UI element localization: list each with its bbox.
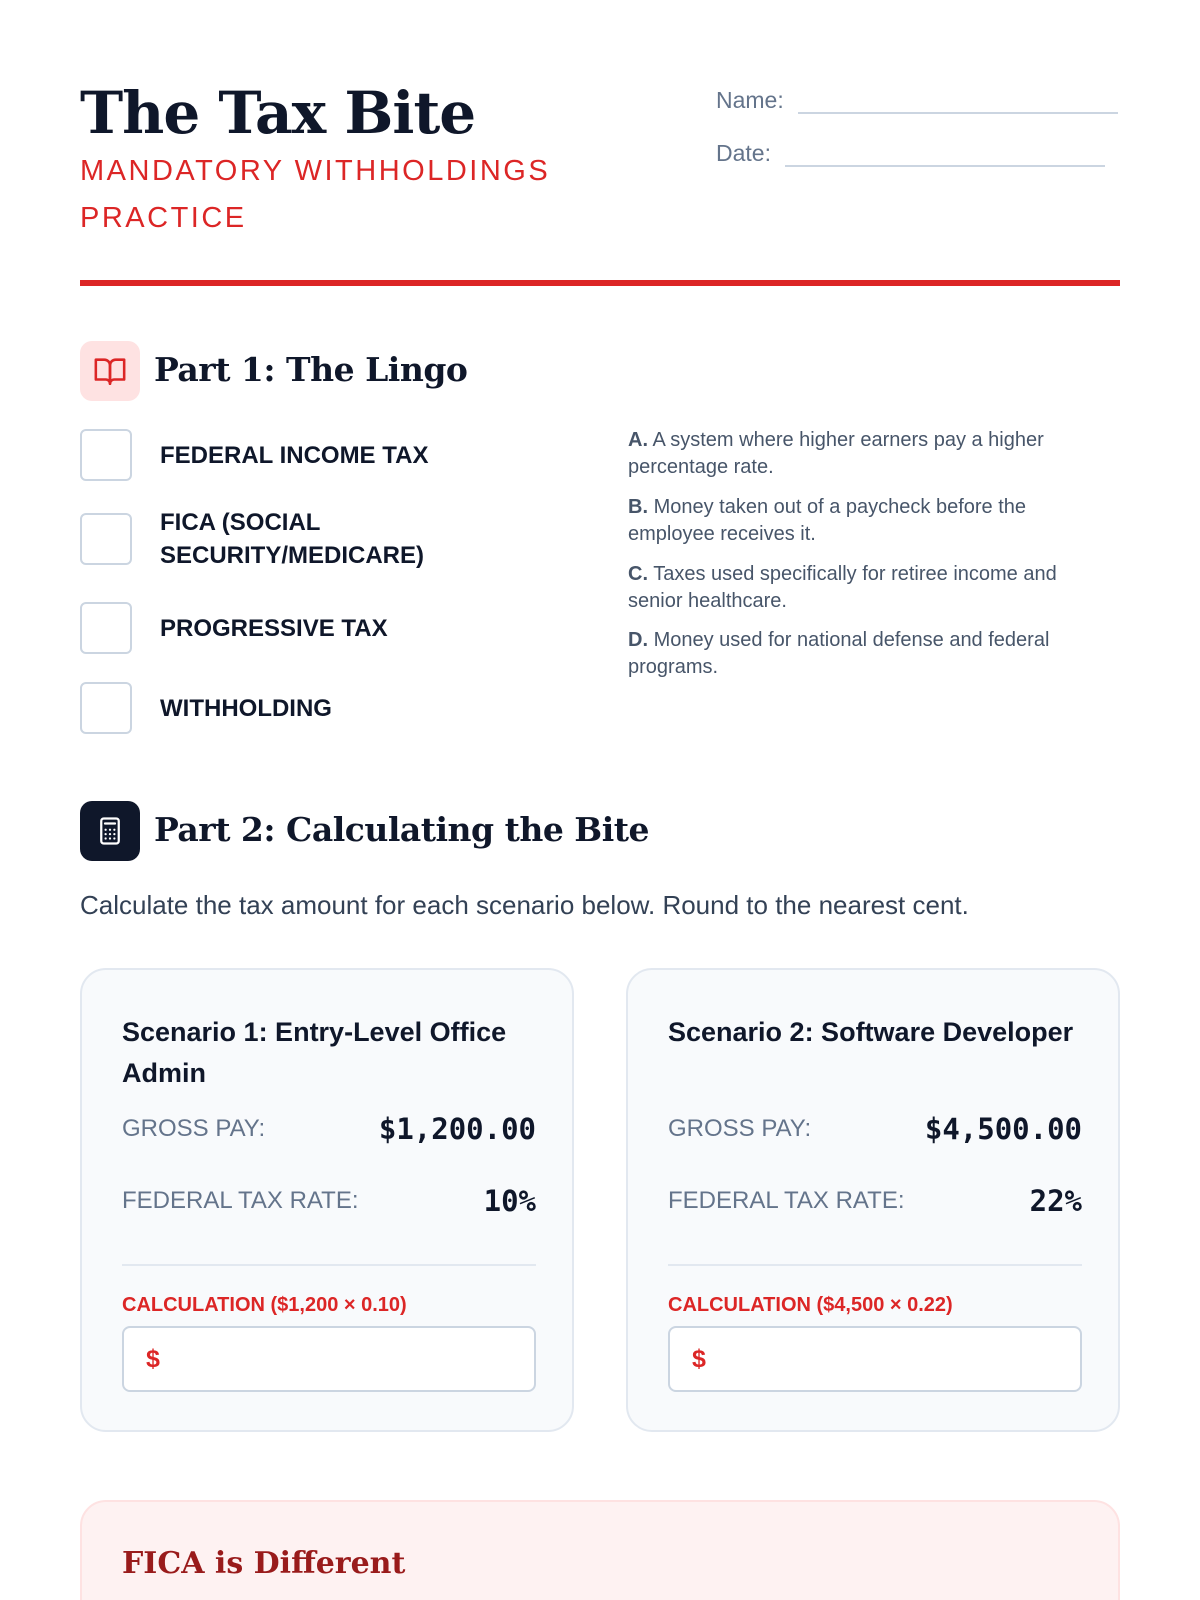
- gross-pay-value: $1,200.00: [378, 1112, 536, 1146]
- definition-text: Taxes used specifically for retiree income and senior healthcare.: [628, 563, 1057, 612]
- definition-item: [628, 561, 1098, 615]
- open-book-icon: [80, 341, 140, 401]
- gross-pay-value: $4,500.00: [924, 1112, 1082, 1146]
- card-divider: [122, 1264, 536, 1266]
- term-row: [80, 429, 428, 481]
- term-label: PROGRESSIVE TAX: [160, 614, 388, 642]
- answer-checkbox[interactable]: [80, 682, 132, 734]
- definition-letter: D.: [628, 629, 648, 651]
- answer-input[interactable]: [668, 1326, 1082, 1392]
- part1-title: Part 1: The Lingo: [154, 350, 468, 389]
- calculation-label: CALCULATION ($4,500 × 0.22): [668, 1294, 953, 1316]
- term-row: [80, 602, 388, 654]
- worksheet-subtitle: MANDATORY WITHHOLDINGS PRACTICE: [80, 155, 551, 234]
- definition-item: [628, 427, 1098, 481]
- currency-symbol: $: [692, 1344, 706, 1373]
- date-line[interactable]: [785, 139, 1105, 167]
- worksheet-title: The Tax Bite: [80, 79, 476, 147]
- name-field: [716, 86, 1118, 114]
- term-label: FEDERAL INCOME TAX: [160, 441, 429, 469]
- scenario-card: [80, 968, 574, 1432]
- term-label: WITHHOLDING: [160, 694, 332, 722]
- tax-rate-value: 22%: [1029, 1184, 1082, 1218]
- gross-pay-label: GROSS PAY:: [122, 1115, 266, 1142]
- name-label: Name:: [716, 87, 784, 113]
- gross-pay-label: GROSS PAY:: [668, 1115, 812, 1142]
- scenario-card: [626, 968, 1120, 1432]
- definition-text: Money used for national defense and federal programs.: [628, 629, 1050, 678]
- term-label: FICA (SOCIAL SECURITY/MEDICARE): [160, 509, 425, 569]
- term-row: [80, 506, 560, 572]
- date-field: [716, 139, 1105, 167]
- part2-instructions: Calculate the tax amount for each scenario below. Round to the nearest cent.: [80, 890, 969, 920]
- calculator-icon: [80, 801, 140, 861]
- tax-rate-value: 10%: [483, 1184, 536, 1218]
- fica-callout-title: FICA is Different: [122, 1546, 406, 1581]
- definition-item: [628, 494, 1098, 548]
- tax-rate-label: FEDERAL TAX RATE:: [668, 1187, 905, 1214]
- definition-text: A system where higher earners pay a higher percentage rate.: [628, 429, 1044, 478]
- scenario-title: Scenario 1: Entry-Level Office Admin: [122, 1017, 507, 1088]
- card-divider: [668, 1264, 1082, 1266]
- currency-symbol: $: [146, 1344, 160, 1373]
- definition-text: Money taken out of a paycheck before the employee receives it.: [628, 496, 1027, 545]
- header-divider: [80, 280, 1120, 286]
- tax-rate-row: [668, 1184, 1082, 1218]
- definition-letter: B.: [628, 496, 648, 518]
- answer-input[interactable]: [122, 1326, 536, 1392]
- calculation-label: CALCULATION ($1,200 × 0.10): [122, 1294, 407, 1316]
- definition-item: [628, 627, 1098, 681]
- term-row: [80, 682, 332, 734]
- answer-checkbox[interactable]: [80, 602, 132, 654]
- fica-callout: [80, 1500, 1120, 1600]
- tax-rate-label: FEDERAL TAX RATE:: [122, 1187, 359, 1214]
- answer-checkbox[interactable]: [80, 513, 132, 565]
- answer-checkbox[interactable]: [80, 429, 132, 481]
- gross-pay-row: [122, 1112, 536, 1146]
- name-line[interactable]: [798, 86, 1118, 114]
- tax-rate-row: [122, 1184, 536, 1218]
- definition-letter: A.: [628, 429, 648, 451]
- date-label: Date:: [716, 140, 771, 166]
- definition-letter: C.: [628, 563, 648, 585]
- gross-pay-row: [668, 1112, 1082, 1146]
- scenario-title: Scenario 2: Software Developer: [668, 1017, 1074, 1047]
- part2-title: Part 2: Calculating the Bite: [154, 810, 649, 849]
